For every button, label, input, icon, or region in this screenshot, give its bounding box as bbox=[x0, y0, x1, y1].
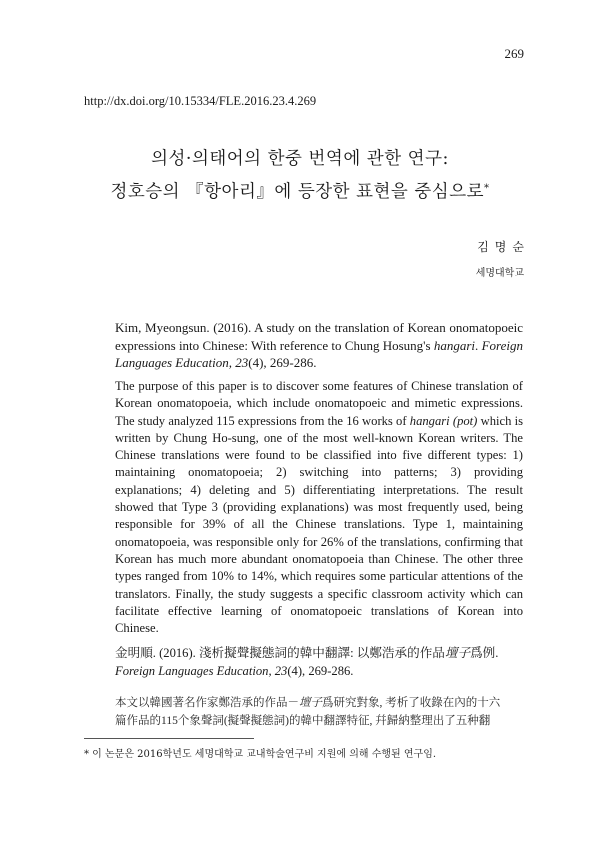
cn-abstract-line-2: 篇作品的115个象聲詞(擬聲擬態詞)的韓中翻譯特征, 幷歸納整理出了五种翻 bbox=[115, 715, 491, 727]
citation-prefix: Kim, Myeongsun. (2016). A study on the translation of Korean onomatopoeic expressions into Chinese: With reference to Chung Hosung's bbox=[115, 320, 523, 353]
cn-citation-suffix: (4), 269-286. bbox=[287, 663, 354, 678]
english-abstract bbox=[115, 378, 523, 637]
author-name: 김명순 bbox=[477, 240, 530, 254]
abstract-paragraph bbox=[115, 378, 523, 637]
footnote: * 이 논문은 2016학년도 세명대학교 교내학술연구비 지원에 의해 수행된 연구임. bbox=[84, 749, 437, 760]
english-citation bbox=[115, 319, 523, 372]
title-line-2 bbox=[0, 174, 600, 207]
cn-abstract-line-1-b: 爲研究對象, 考析了收錄在內的十六 bbox=[322, 697, 501, 709]
citation-mid: . bbox=[475, 337, 482, 353]
title-footnote-mark[interactable]: * bbox=[484, 183, 490, 194]
paper-title bbox=[0, 144, 600, 207]
doi-link[interactable]: http://dx.doi.org/10.15334/FLE.2016.23.4.269 bbox=[84, 94, 317, 108]
chinese-citation bbox=[115, 645, 525, 680]
cn-abstract-line-1 bbox=[115, 694, 525, 712]
cn-citation-journal: Foreign Languages Education, 23 bbox=[115, 663, 288, 678]
cn-abstract-work: 壇子 bbox=[299, 697, 322, 709]
cn-abstract-line-1-a: 本文以韓國著名作家鄭浩承的作品－ bbox=[115, 697, 299, 709]
cn-citation-line-2 bbox=[115, 663, 525, 681]
title-line-1: 의성·의태어의 한중 번역에 관한 연구: bbox=[151, 149, 449, 169]
page-number: 269 bbox=[504, 46, 524, 61]
abstract-work: hangari (pot) bbox=[409, 413, 478, 428]
abstract-part-1: The purpose of this paper is to discover some features of Chinese translation of Korean onomatopoeia, which include onomatopoeic and mimetic expressions. The study analyzed 115 expressions from the 16 works of bbox=[115, 379, 523, 428]
cn-citation-work: 壇子 bbox=[444, 646, 471, 660]
citation-work: hangari bbox=[433, 337, 476, 353]
cn-citation-line-1 bbox=[115, 645, 525, 663]
citation-suffix: (4), 269-286. bbox=[248, 355, 317, 370]
abstract-part-2: which is written by Chung Ho-sung, one of the most well-known Korean writers. The Chinese translations were found to be classified into five different types: 1) maintaining onomatopoeia; 2) switching into patterns; 3) providing explanations; 4) deleting and 5) differentiating interpretations. The result showed that Type 3 (providing explanations) was most frequently used, being responsible for 39% of all the Chinese translations. Type 1, maintaining onomatopoeia, was responsible only for 26% of the translations, confirming that Korean has much more abundant onomatopoeia than Chinese. The other three types ranged from 10% to 14%, which requires some particular attentions of the translators. Finally, the study suggests a specific classroom activity which can facilitate effective learning of onomatopoeic translations of Korean into Chinese. bbox=[115, 413, 523, 636]
author-affiliation: 세명대학교 bbox=[475, 268, 524, 279]
title-line-2-text: 정호승의 『항아리』에 등장한 표현을 중심으로 bbox=[110, 182, 485, 202]
chinese-abstract bbox=[115, 694, 525, 730]
footnote-divider bbox=[84, 738, 254, 739]
cn-citation-prefix: 金明順. (2016). 淺析擬聲擬態詞的韓中翻譯: 以鄭浩承的作品 bbox=[115, 646, 445, 660]
cn-citation-mid: 爲例. bbox=[470, 646, 499, 660]
citation-journal: Foreign Languages Education, 23 bbox=[115, 337, 523, 370]
author-block bbox=[475, 238, 530, 279]
